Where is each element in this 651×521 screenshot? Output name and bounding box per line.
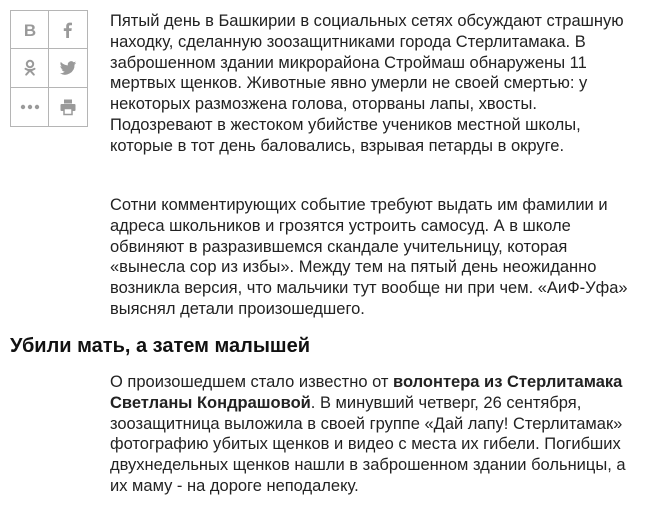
svg-text:B: B: [23, 20, 36, 39]
share-more-button[interactable]: [11, 88, 49, 126]
paragraph-lead-text: О произошедшем стало известно от: [110, 373, 394, 391]
more-icon: [20, 103, 40, 111]
share-facebook-button[interactable]: [49, 11, 87, 49]
vk-icon: [21, 21, 39, 39]
share-odnoklassniki-button[interactable]: [11, 49, 49, 87]
odnoklassniki-icon: [21, 59, 39, 77]
paragraph-text: [110, 372, 640, 497]
paragraph-text: Пятый день в Башкирии в социальных сетях обсуждают страшную находку, сделанную зоозащитниками города Стерлитамака. В заброшенном здании микрорайона Строймаш обнаружены 11 мертвых щенков. Животные явно умерли не своей смертью: у некоторых размозжена голова, оторваны лапы, хвосты. Подозревают в жестоком убийстве учеников местной школы, которые в тот день баловались, взрывая петарды в округе.: [110, 12, 624, 155]
share-vk-button[interactable]: [11, 11, 49, 49]
share-buttons-panel: [10, 10, 88, 127]
article-paragraph-3: [110, 372, 640, 497]
paragraph-rest-text: . В минувший четверг, 26 сентября, зоозащитница выложила в своей группе «Дай лапу! Стерлитамак» фотографию убитых щенков и видео с места их гибели. Погибших двухнедельных щенков нашли в заброшенном здании больницы, а их маму - на дороге неподалеку.: [110, 393, 626, 495]
section-subheading: Убили мать, а затем малышей: [10, 335, 311, 357]
facebook-icon: [59, 21, 77, 39]
twitter-icon: [59, 59, 77, 77]
article-paragraph-2: [110, 195, 640, 320]
print-button[interactable]: [49, 88, 87, 126]
share-twitter-button[interactable]: [49, 49, 87, 87]
paragraph-text: Сотни комментирующих событие требуют выдать им фамилии и адреса школьников и грозятся устроить самосуд. А в школе обвиняют в разразившемся скандале учительницу, которая «вынесла сор из избы». Между тем на пятый день неожиданно возникла версия, что мальчики тут вообще ни при чем. «АиФ-Уфа» выяснял детали произошедшего.: [110, 196, 628, 318]
article-paragraph-1: [110, 11, 640, 157]
volunteer-name-link[interactable]: волонтера из Стерлитамака Светланы Кондрашовой: [110, 373, 623, 412]
print-icon: [59, 98, 77, 116]
